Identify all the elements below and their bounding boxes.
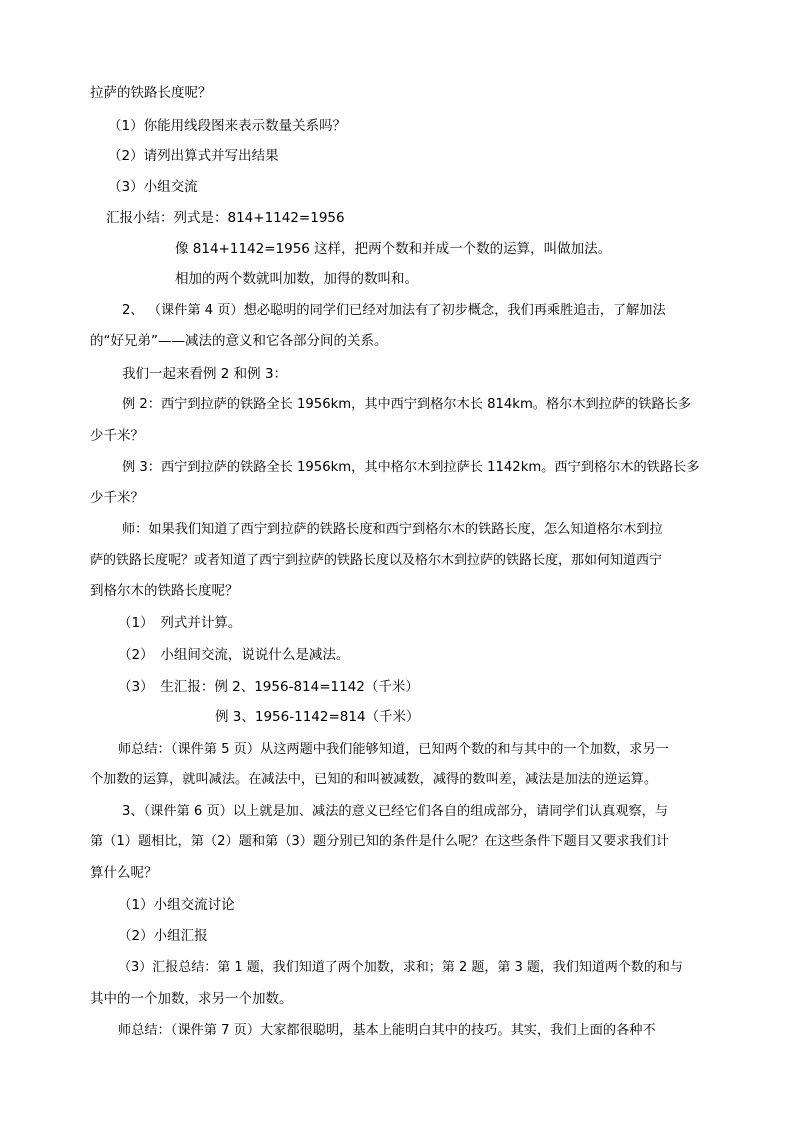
text-line: 例 3：西宁到拉萨的铁路全长 1956km，其中格尔木到拉萨长 1142km。西宁到格尔木的铁路长多 [122, 460, 700, 475]
text-line: 相加的两个数就叫加数，加得的数叫和。 [175, 271, 418, 287]
text-line: 到格尔木的铁路长度呢？ [90, 583, 239, 599]
text-line: （1）小组交流讨论 [118, 897, 235, 913]
text-line: （2） 小组间交流，说说什么是减法。 [118, 647, 350, 663]
text-line: 汇报小结：列式是：814+1142=1956 [106, 210, 345, 226]
text-line: （3）小组交流 [108, 179, 198, 195]
text-line: 萨的铁路长度呢？或者知道了西宁到拉萨的铁路长度以及格尔木到拉萨的铁路长度，那如何知道西宁 [90, 553, 663, 568]
text-line: 算什么呢？ [90, 865, 158, 881]
text-line: 我们一起来看例 2 和例 3： [122, 366, 288, 382]
text-line: （3）汇报总结：第 1 题，我们知道了两个加数，求和；第 2 题，第 3 题，我们知道两个数的和与 [118, 960, 683, 975]
text-line: （2）请列出算式并写出结果 [108, 148, 279, 164]
text-line: 2、 （课件第 4 页）想必聪明的同学们已经对加法有了初步概念，我们再乘胜追击，了解加法 [122, 303, 666, 318]
text-line: 师总结：（课件第 5 页）从这两题中我们能够知道，已知两个数的和与其中的一个加数，求另一 [118, 742, 669, 757]
text-line: （2）小组汇报 [118, 928, 208, 944]
text-line: 的“好兄弟”——减法的意义和它各部分间的关系。 [90, 333, 388, 349]
text-line: 像 814+1142=1956 这样，把两个数和并成一个数的运算，叫做加法。 [175, 241, 612, 257]
text-line: 3、（课件第 6 页）以上就是加、减法的意义已经它们各自的组成部分，请同学们认真观察，与 [122, 804, 669, 819]
text-line: 其中的一个加数，求另一个加数。 [90, 991, 293, 1007]
text-line: 拉萨的铁路长度呢？ [90, 85, 212, 101]
text-line: 例 3、1956-1142=814（千米） [215, 709, 420, 725]
text-line: 少千米？ [90, 428, 144, 444]
text-line: 第（1）题相比，第（2）题和第（3）题分别已知的条件是什么呢？在这些条件下题目又要求我们计 [90, 834, 670, 849]
text-line: （1） 列式并计算。 [118, 615, 242, 631]
text-line: （1）你能用线段图来表示数量关系吗？ [108, 118, 347, 134]
text-line: 师总结：（课件第 7 页）大家都很聪明，基本上能明白其中的技巧。其实，我们上面的各种不 [118, 1023, 656, 1038]
text-line: 少千米？ [90, 490, 144, 506]
text-line: （3） 生汇报：例 2、1956-814=1142（千米） [118, 679, 419, 695]
text-line: 个加数的运算，就叫减法。在减法中，已知的和叫被减数，减得的数叫差，减法是加法的逆运算。 [90, 772, 658, 787]
text-line: 师：如果我们知道了西宁到拉萨的铁路长度和西宁到格尔木的铁路长度，怎么知道格尔木到拉 [122, 522, 663, 537]
text-line: 例 2：西宁到拉萨的铁路全长 1956km，其中西宁到格尔木长 814km。格尔木到拉萨的铁路长多 [122, 397, 692, 412]
